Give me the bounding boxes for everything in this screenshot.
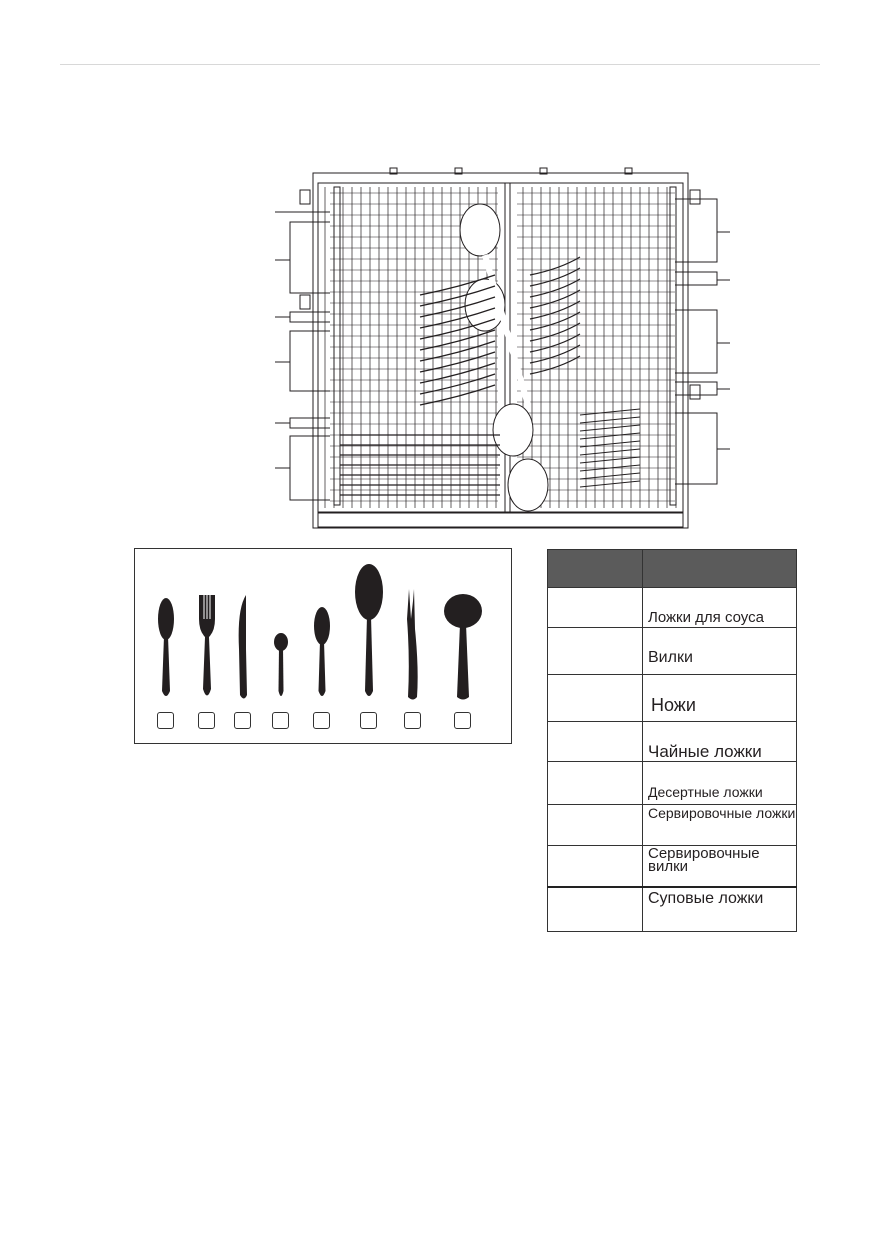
rack-rail	[670, 187, 676, 505]
sauce-spoon-icon	[314, 607, 330, 645]
cutlery-legend-panel	[134, 548, 512, 744]
callout-bracket	[290, 222, 330, 293]
cutlery-table	[547, 549, 797, 932]
cutlery-checkbox[interactable]	[404, 712, 421, 729]
cutlery-rack-diagram	[260, 165, 740, 535]
serving-spoon-icon	[365, 616, 373, 696]
knife-icon	[239, 595, 247, 699]
callout-bracket	[675, 199, 717, 262]
label-cell: Десертные ложки	[643, 762, 797, 805]
serving-spoon-icon	[355, 564, 383, 620]
callout-bracket	[290, 418, 330, 428]
table-row	[548, 846, 797, 888]
rack-rail	[334, 187, 340, 505]
callout-bracket	[675, 413, 717, 484]
rack-inner	[318, 183, 683, 513]
soup-ladle-icon	[457, 624, 469, 700]
rack-fork	[530, 356, 580, 374]
rack-bottom-bar	[318, 512, 683, 527]
callout-bracket	[290, 331, 330, 391]
label-cell: Чайные ложки	[643, 722, 797, 762]
sauce-spoon-icon	[319, 641, 326, 696]
label-cell: Ложки для соуса	[643, 588, 797, 628]
header-cell	[643, 550, 797, 588]
mark-cell	[548, 805, 643, 846]
label-cell: Ножи	[643, 675, 797, 722]
cutlery-checkbox[interactable]	[454, 712, 471, 729]
mark-cell	[548, 628, 643, 675]
header-rule	[60, 64, 820, 65]
cutlery-checkbox[interactable]	[157, 712, 174, 729]
mark-cell	[548, 887, 643, 932]
table-row	[548, 762, 797, 805]
table-row	[548, 628, 797, 675]
mark-cell	[548, 675, 643, 722]
label-cell: Сервировочные ложки	[643, 805, 797, 846]
rack-wheel	[690, 190, 700, 204]
header-cell	[548, 550, 643, 588]
rack-wheel	[690, 385, 700, 399]
serving-fork-icon	[407, 589, 418, 700]
table-row	[548, 675, 797, 722]
label-cell: Вилки	[643, 628, 797, 675]
mark-cell	[548, 762, 643, 805]
table-header	[548, 550, 797, 588]
soup-ladle-icon	[444, 594, 482, 628]
table-row	[548, 887, 797, 932]
rack-serving-spoon	[508, 459, 548, 511]
label-cell: Сервировочные вилки	[643, 846, 797, 888]
cutlery-checkbox[interactable]	[234, 712, 251, 729]
table-row	[548, 805, 797, 846]
mark-cell	[548, 846, 643, 888]
cutlery-checkbox[interactable]	[198, 712, 215, 729]
callout-bracket	[675, 382, 717, 395]
rack-serving-spoon	[493, 404, 533, 456]
rack-wheel	[300, 295, 310, 309]
label-cell: Суповые ложки	[643, 887, 797, 932]
rack-wheel	[300, 190, 310, 204]
callout-bracket	[675, 310, 717, 373]
callout-bracket	[675, 272, 717, 285]
table-row	[548, 588, 797, 628]
rack-serving-spoon	[460, 204, 500, 256]
cutlery-checkbox[interactable]	[272, 712, 289, 729]
table-row	[548, 722, 797, 762]
mark-cell	[548, 722, 643, 762]
cutlery-checkbox[interactable]	[360, 712, 377, 729]
callout-bracket	[290, 436, 330, 500]
mark-cell	[548, 588, 643, 628]
teaspoon-icon	[279, 647, 284, 696]
dessert-spoon-icon	[162, 636, 170, 696]
callout-bracket	[290, 312, 330, 322]
dessert-spoon-icon	[158, 598, 174, 640]
cutlery-checkbox[interactable]	[313, 712, 330, 729]
